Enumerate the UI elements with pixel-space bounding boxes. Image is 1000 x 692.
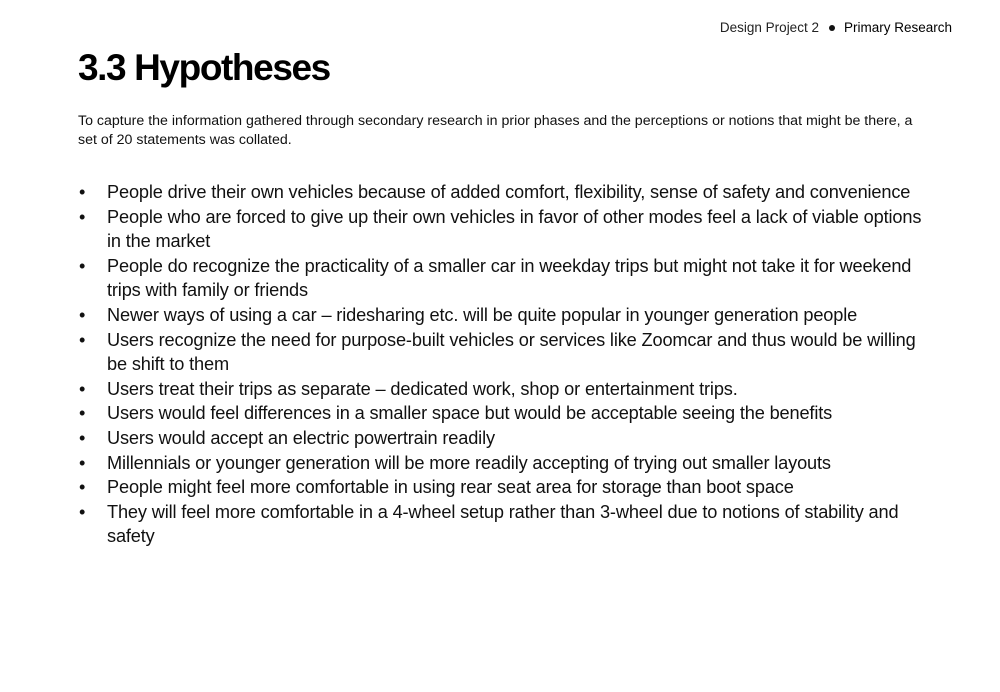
- bullet-icon: •: [79, 304, 86, 325]
- list-item-text: Users treat their trips as separate – dedicated work, shop or entertainment trips.: [107, 378, 738, 399]
- list-item-text: Users would accept an electric powertrain readily: [107, 427, 495, 448]
- list-item-text: People drive their own vehicles because of added comfort, flexibility, sense of safety and convenience: [107, 182, 911, 202]
- bullet-icon: •: [79, 477, 86, 498]
- list-item: [78, 377, 928, 402]
- bullet-icon: •: [79, 501, 86, 522]
- bullet-icon: •: [79, 403, 86, 424]
- bullet-icon: •: [79, 378, 86, 399]
- list-item: [78, 180, 928, 205]
- bullet-icon: •: [79, 452, 86, 473]
- hypotheses-list: [78, 180, 928, 549]
- list-item: [78, 303, 928, 328]
- page-title: 3.3 Hypotheses: [78, 47, 330, 88]
- bullet-icon: •: [79, 427, 86, 448]
- bullet-icon: •: [79, 255, 86, 276]
- list-item: [78, 426, 928, 451]
- list-item-text: Millennials or younger generation will be more readily accepting of trying out smaller layouts: [107, 452, 831, 473]
- section-name: Primary Research: [843, 20, 952, 35]
- separator-dot-icon: [829, 25, 835, 31]
- list-item: [78, 328, 928, 377]
- list-item: [78, 401, 928, 426]
- bullet-icon: •: [79, 182, 86, 202]
- list-item: [78, 254, 928, 303]
- list-item: [78, 500, 928, 549]
- list-item-text: Newer ways of using a car – ridesharing etc. will be quite popular in younger generation people: [107, 304, 858, 325]
- intro-paragraph: To capture the information gathered through secondary research in prior phases and the perceptions or notions that might be there, a set of 20 statements was collated.: [78, 113, 913, 148]
- list-item-text: People might feel more comfortable in using rear seat area for storage than boot space: [107, 477, 794, 498]
- header-meta: [720, 20, 952, 35]
- project-name: Design Project 2: [719, 20, 819, 35]
- bullet-icon: •: [79, 329, 86, 350]
- list-item: [78, 475, 928, 500]
- list-item-text: Users recognize the need for purpose-built vehicles or services like Zoomcar and thus would be willing be shift to them: [107, 329, 916, 375]
- list-item-text: They will feel more comfortable in a 4-wheel setup rather than 3-wheel due to notions of stability and safety: [107, 501, 899, 547]
- list-item: [78, 451, 928, 476]
- list-item-text: Users would feel differences in a smaller space but would be acceptable seeing the benefits: [107, 403, 833, 424]
- bullet-icon: •: [79, 206, 86, 227]
- list-item: [78, 205, 928, 254]
- list-item-text: People do recognize the practicality of a smaller car in weekday trips but might not take it for weekend trips with family or friends: [107, 255, 912, 301]
- list-item-text: People who are forced to give up their own vehicles in favor of other modes feel a lack of viable options in the market: [107, 206, 922, 252]
